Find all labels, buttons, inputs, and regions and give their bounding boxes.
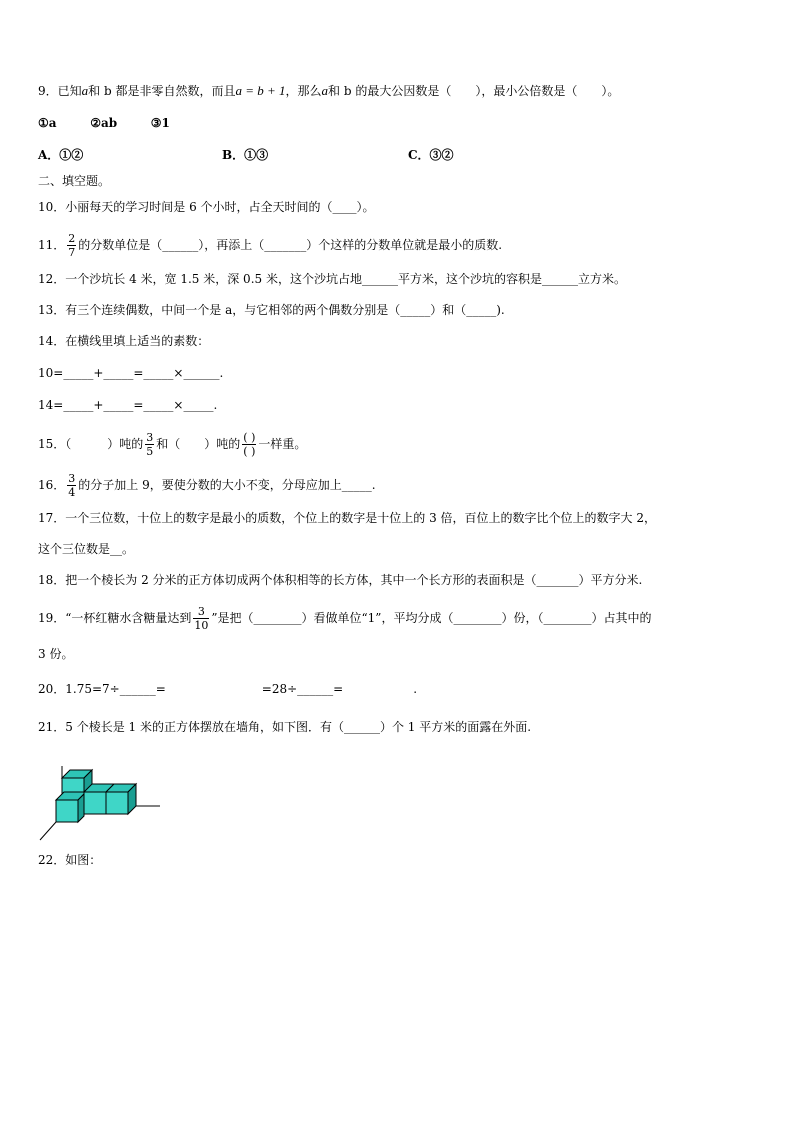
q16-frac-num: 3 (68, 472, 76, 485)
q9-number: 9． (38, 84, 58, 98)
cube-corner-figure (38, 764, 162, 844)
q17-line-1: 17．一个三位数，十位上的数字是最小的质数，个位上的数字是十位上的 3 倍，百位上的数字比个位上的数字大 2， (38, 511, 656, 525)
q20 (38, 681, 417, 697)
q9-var-a: a (81, 83, 89, 98)
q15-text-3: 一样重。 (258, 437, 307, 451)
q9-text-4: 和 b 的最大公因数是（ ），最小公倍数是（ ）。 (328, 84, 620, 98)
floor-axis-diagonal (40, 822, 56, 840)
q19 (38, 605, 651, 632)
q16 (38, 472, 376, 499)
q16-text: 的分子加上 9，要使分数的大小不变，分母应加上_____. (78, 478, 376, 492)
q11-number: 11． (38, 238, 66, 252)
q12: 12．一个沙坑长 4 米，宽 1.5 米，深 0.5 米，这个沙坑占地______平方米，这个沙坑的容积是______立方米。 (38, 272, 626, 286)
q9-options (38, 115, 170, 131)
q16-number: 16． (38, 478, 66, 492)
q16-fraction (67, 472, 76, 499)
q9-choices (38, 147, 454, 163)
q14-row-2: 14=_____+_____=_____×_____. (38, 398, 218, 412)
q15-text-1: 15．（ ）吨的 (38, 437, 144, 451)
q15-fraction (145, 431, 154, 458)
q9-text-3: ，那么 (285, 84, 322, 98)
q11-fraction (67, 232, 76, 259)
q9-choice-c: C．③② (408, 148, 454, 162)
q9-text-1: 已知 (57, 84, 82, 98)
q9-option-3: ③1 (150, 116, 170, 130)
q18: 18．把一个棱长为 2 分米的正方体切成两个体积相等的长方体，其中一个长方形的表面积是（_______）平方分米. (38, 573, 643, 587)
q19-text-2: ”是把（________）看做单位“1”，平均分成（________）份，（________）占其中的 (211, 611, 652, 625)
q15-blank-fraction (242, 431, 256, 458)
q10: 10．小丽每天的学习时间是 6 个小时，占全天时间的（____）。 (38, 200, 375, 214)
cube-right (106, 784, 136, 814)
q11-text: 的分数单位是（______），再添上（_______）个这样的分数单位就是最小的质数. (78, 238, 503, 252)
q9-text-2: 和 b 都是非零自然数，而且 (88, 84, 236, 98)
q19-fraction (193, 605, 209, 632)
q16-frac-den: 4 (68, 486, 76, 499)
q15-frac-num: 3 (146, 431, 154, 444)
q14-row-1: 10=_____+_____=_____×______. (38, 366, 224, 380)
q9-equation: a = b + 1 (235, 83, 286, 98)
q9-option-1: ①a (38, 116, 57, 130)
q20-text-3: . (413, 682, 418, 696)
q11-frac-num: 2 (68, 232, 76, 245)
q9-line (38, 83, 619, 99)
q9-choice-b: B．①③ (222, 148, 269, 162)
q14: 14．在横线里填上适当的素数： (38, 334, 210, 348)
q9-option-2: ②ab (90, 116, 118, 130)
q9-var-a-2: a (321, 83, 329, 98)
q19-text-1: 19．“一杯红糖水含糖量达到 (38, 611, 192, 625)
q13: 13．有三个连续偶数，中间一个是 a，与它相邻的两个偶数分别是（_____）和（_____). (38, 303, 505, 317)
q20-text-1: 20．1.75=7÷______= (38, 682, 166, 696)
section-title: 二、填空题。 (38, 174, 111, 188)
q15 (38, 431, 306, 458)
q20-text-2: =28÷______= (261, 682, 344, 696)
q15-frac-den: 5 (146, 445, 154, 458)
q11-frac-den: 7 (68, 246, 76, 259)
q11 (38, 232, 502, 259)
q19-frac-den: 10 (194, 619, 209, 632)
q19-line-2: 3 份。 (38, 647, 74, 661)
q15-text-2: 和（ ）吨的 (156, 437, 241, 451)
q19-frac-num: 3 (193, 605, 209, 619)
q9-choice-a: A．①② (38, 148, 84, 162)
q22: 22．如图： (38, 853, 102, 867)
q15-blank-den: ( ) (243, 445, 256, 458)
q17-line-2: 这个三位数是__。 (38, 542, 135, 556)
q15-blank-num: ( ) (243, 431, 256, 444)
q21: 21．5 个棱长是 1 米的正方体摆放在墙角，如下图．有（______）个 1 平方米的面露在外面. (38, 720, 532, 734)
